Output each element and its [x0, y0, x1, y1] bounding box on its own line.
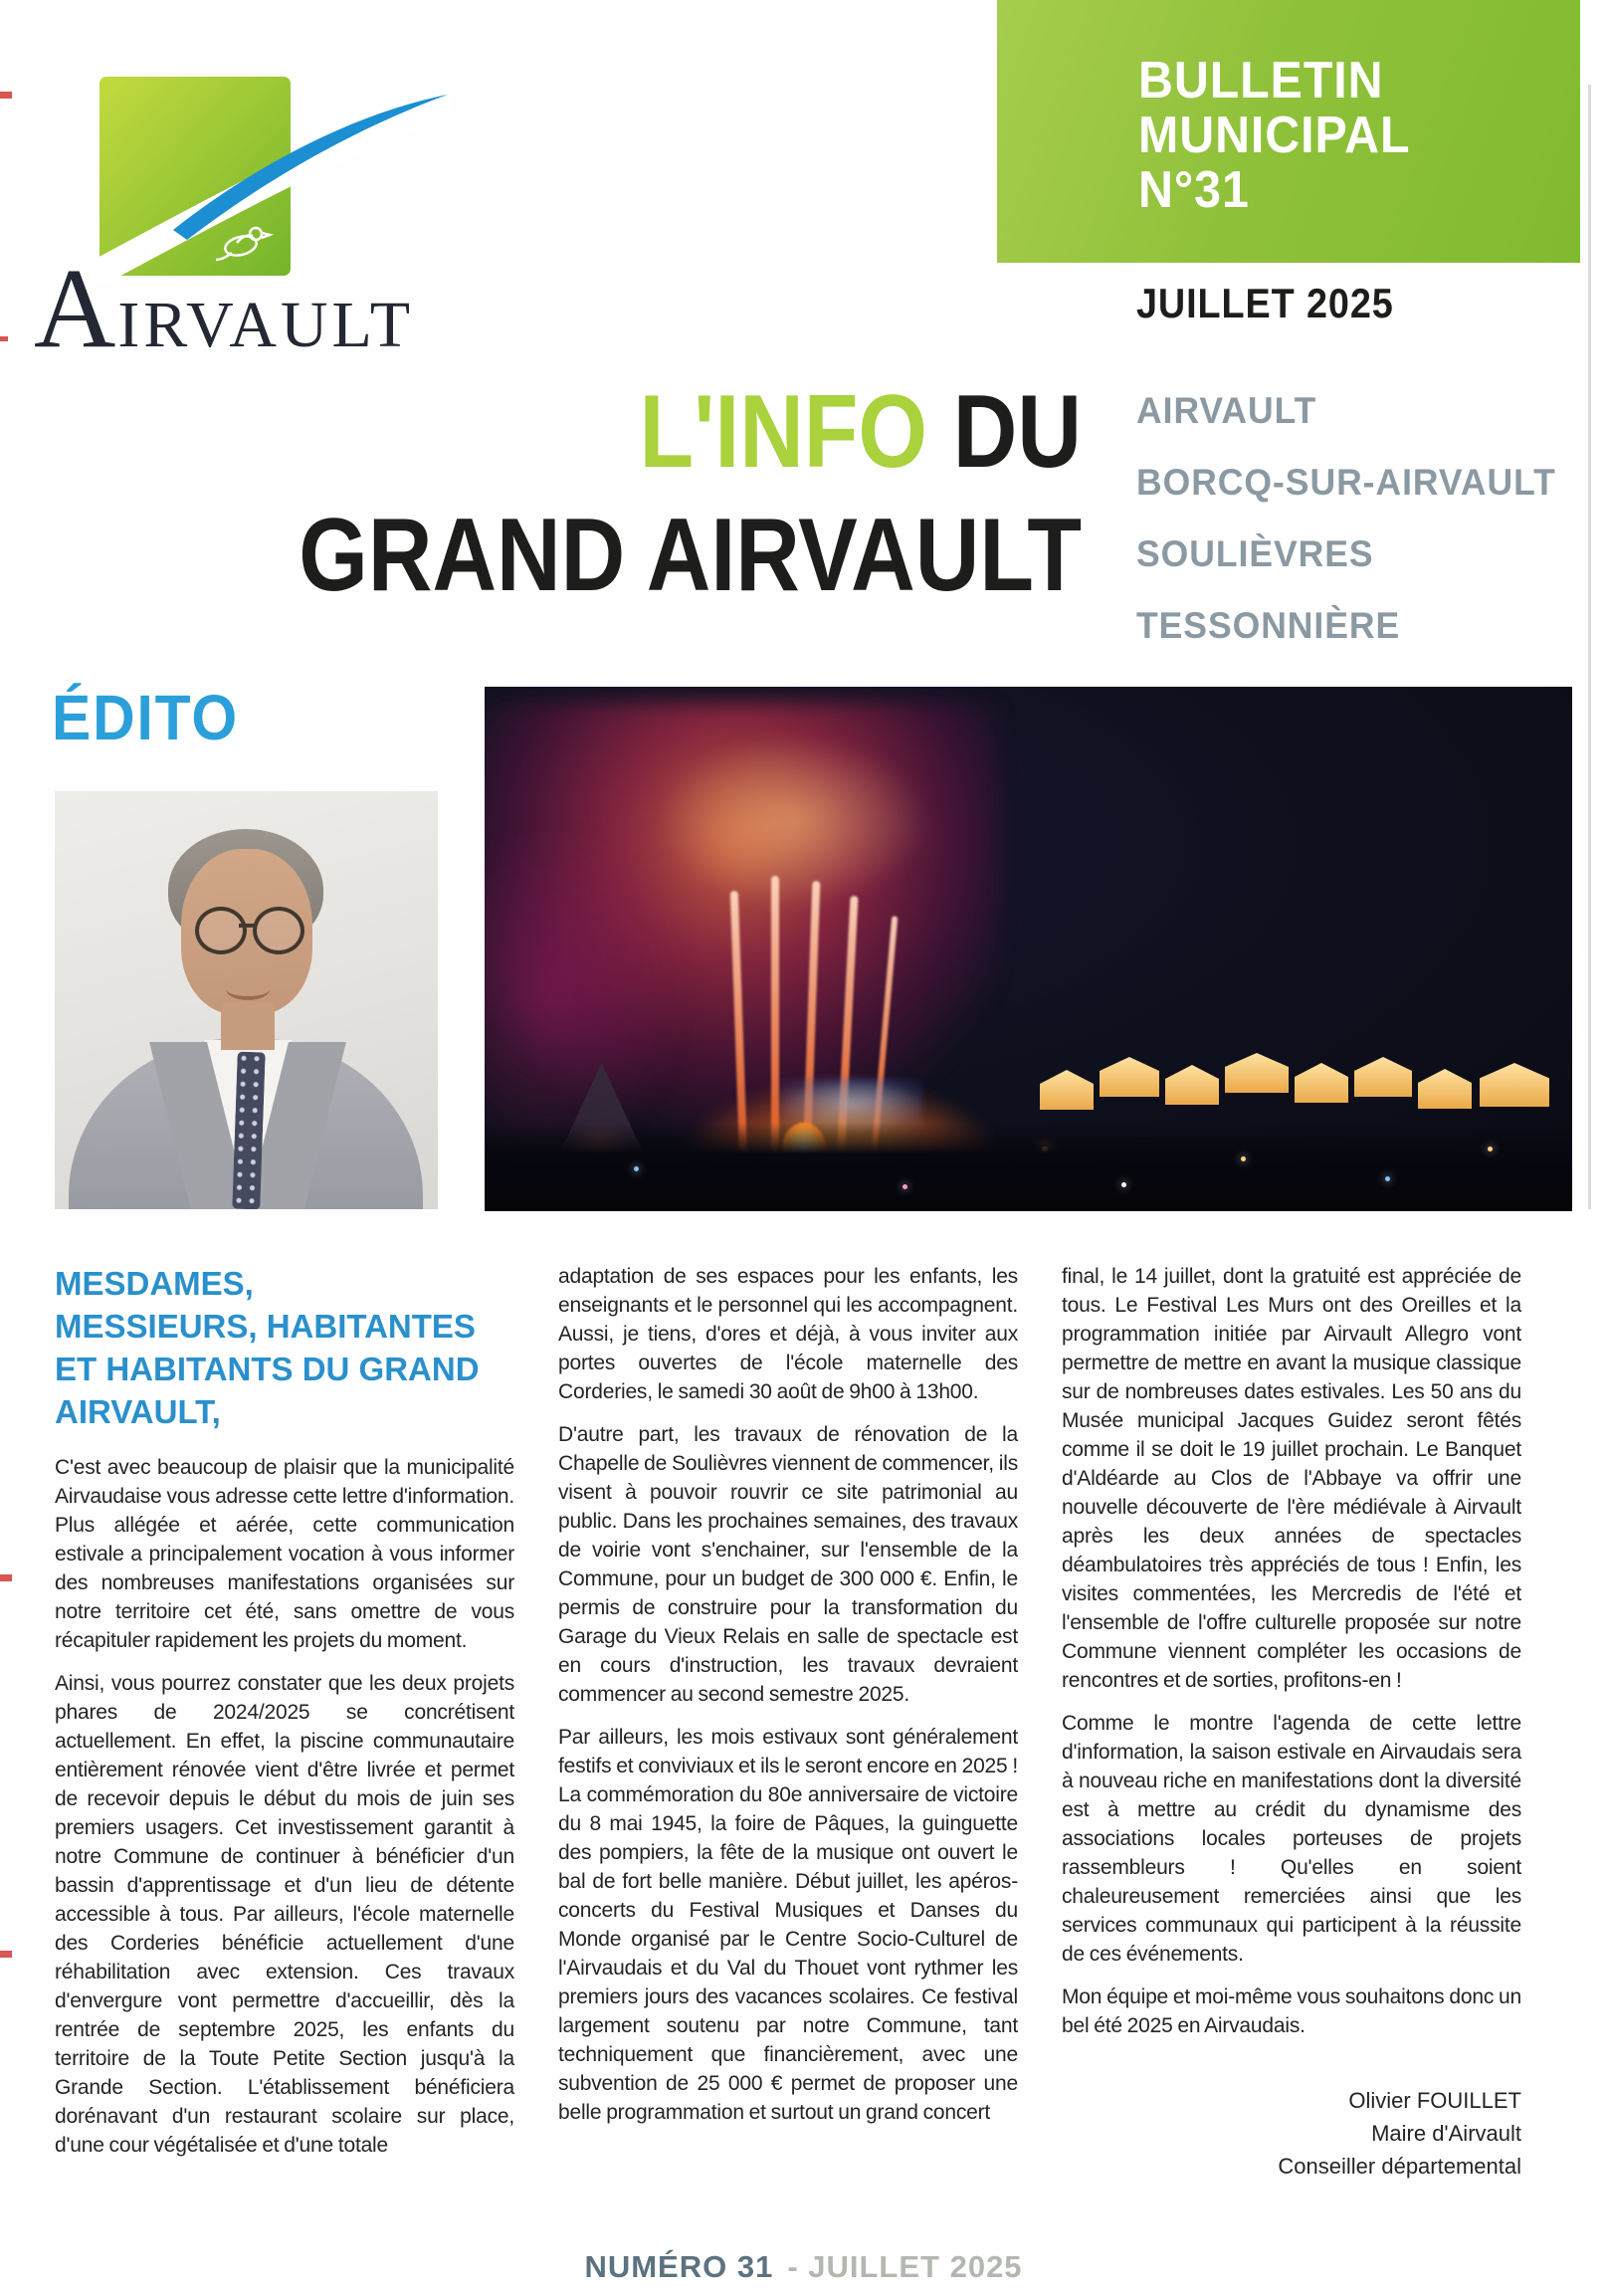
mayor-portrait-photo — [55, 791, 438, 1209]
scan-artifact — [0, 92, 12, 99]
glasses-icon — [195, 907, 247, 954]
market-tent — [1100, 1057, 1159, 1097]
bulletin-box-line: N°31 — [1138, 161, 1250, 219]
paragraph: final, le 14 juillet, dont la gratuité est appréciée de tous. Le Festival Les Murs ont des Oreilles et la programmation initiée par Airvault Allegro vont permettre de mettre en avant la musique classique sur de nombreuses dates estivales. Les 50 ans du Musée municipal Jacques Guidez seront fêtés comme il se doit le 19 juillet prochain. Le Banquet d'Aldéarde au Clos de l'Abbaye va offrir une nouvelle découverte de l'ère médiévale à Airvault après les deux années de spectacles déambulatoires très appréciés de tous ! Enfin, les visites commentées, les Mercredis de l'été et l'ensemble de l'offre culturelle proposée sur notre Commune viennent compléter les occasions de rencontres et de sorties, profitons-en ! — [1062, 1265, 1521, 1692]
phone-light — [1121, 1182, 1126, 1187]
title-part-du: DU — [952, 374, 1082, 490]
scan-artifact — [1588, 85, 1591, 1209]
section-title-edito: ÉDITO — [52, 682, 240, 753]
edito-body — [55, 1262, 1522, 2183]
signature-name: Olivier FOUILLET — [1348, 2088, 1521, 2113]
salutation-heading — [55, 1262, 514, 1433]
crowd-silhouette — [485, 1123, 1572, 1211]
scan-artifact — [0, 1574, 12, 1581]
market-tent — [1418, 1069, 1472, 1109]
phone-light — [1488, 1147, 1493, 1151]
bulletin-box-line: MUNICIPAL — [1138, 106, 1411, 164]
paragraph: Par ailleurs, les mois estivaux sont généralement festifs et conviviaux et ils le seront encore en 2025 ! La commémoration du 80e anniversaire de victoire du 8 mai 1945, la foire de Pâques, la guinguette des pompiers, la fête de la musique ont ouvert le bal de fort belle manière. Début juillet, les apéros-concerts du Festival Musiques et Danses du Monde organisé par le Centre Socio-Culturel de l'Airvaudais et du Val du Thouet vont rythmer les premiers jours des vacances scolaires. Ce festival largement soutenu par notre Commune, tant techniquement que financièrement, avec une subvention de 25 000 € permet de proposer une belle programmation et surtout un grand concert — [558, 1726, 1018, 2124]
market-tent — [1480, 1063, 1549, 1107]
newsletter-title — [114, 370, 1082, 617]
paragraph: Comme le montre l'agenda de cette lettre d'information, la saison estivale en Airvaudais sera à nouveau riche en manifestations dont la diversité est à mettre au crédit du dynamisme des associations locales porteuses de projets rassembleurs ! Qu'elles en soient chaleureusement remerciées ainsi que les services communaux qui participent à la réussite de ces événements. — [1062, 1712, 1521, 1966]
salutation-line: MESSIEURS, HABITANTES — [55, 1308, 476, 1345]
logo-wordmark: AIRVAULT — [34, 245, 415, 371]
scan-artifact — [0, 1951, 12, 1958]
salutation-line: MESDAMES, — [55, 1265, 254, 1302]
footer-date: - JUILLET 2025 — [787, 2249, 1023, 2284]
signature-title: Maire d'Airvault — [1371, 2121, 1521, 2146]
paragraph: Ainsi, vous pourrez constater que les deux projets phares de 2024/2025 se concrétisent actuellement. En effet, la piscine communautaire entièrement rénovée vient d'être livrée et permet de recevoir depuis le début du mois de juin ses premiers usagers. Cet investissement garantit à notre Commune de continuer à bénéficier d'un bassin d'apprentissage et d'un lieu de détente accessible à tous. Par ailleurs, l'école maternelle des Corderies bénéficie actuellement d'une réhabilitation avec extension. Ces travaux d'envergure vont permettre d'accueillir, dès la rentrée de septembre 2025, les enfants du territoire de la Toute Petite Section jusqu'à la Grande Section. L'établissement bénéficiera dorénavant d'un restaurant scolaire sur place, d'une cour végétalisée et d'une totale — [55, 1672, 514, 2157]
issue-date: JUILLET 2025 — [1136, 280, 1394, 326]
title-part-grand-airvault: GRAND AIRVAULT — [299, 498, 1082, 613]
phone-light — [1241, 1156, 1246, 1161]
commune-item: AIRVAULT — [1136, 390, 1317, 431]
column-3 — [1062, 1262, 1521, 2183]
glasses-bridge — [239, 924, 255, 928]
paragraph: Mon équipe et moi-même vous souhaitons donc un bel été 2025 en Airvaudais. — [1062, 1985, 1521, 2037]
market-tent — [1165, 1065, 1219, 1105]
salutation-line: AIRVAULT, — [55, 1393, 221, 1430]
title-line-2 — [250, 494, 1082, 617]
commune-item: TESSONNIÈRE — [1136, 605, 1401, 646]
column-2 — [558, 1262, 1018, 2183]
title-part-green: L'INFO — [639, 374, 928, 490]
scan-artifact — [0, 336, 8, 341]
glasses-icon — [253, 907, 304, 954]
signature-block — [1062, 2084, 1521, 2183]
paragraph: C'est avec beaucoup de plaisir que la municipalité Airvaudaise vous adresse cette lettre d'information. Plus allégée et aérée, cette communication estivale a principalement vocation à vous informer des nombreuses manifestations organisées sur notre territoire cet été, sans omettre de vous récapituler rapidement les projets du moment. — [55, 1456, 514, 1652]
market-tent — [1040, 1070, 1094, 1110]
column-1 — [55, 1262, 514, 2183]
bulletin-box-line: BULLETIN — [1138, 52, 1384, 109]
market-tent — [1295, 1063, 1348, 1103]
phone-light — [1385, 1176, 1390, 1181]
portrait-neck — [221, 1002, 275, 1050]
portrait-tie — [232, 1052, 265, 1209]
footer-issue-number: NUMÉRO 31 — [584, 2249, 774, 2284]
market-tent — [1354, 1057, 1412, 1097]
market-tent — [1225, 1053, 1289, 1093]
salutation-line: ET HABITANTS DU GRAND — [55, 1351, 480, 1387]
paragraph: adaptation de ses espaces pour les enfants, les enseignants et le personnel qui les accompagnent. Aussi, je tiens, d'ores et déjà, à vous inviter aux portes ouvertes de l'école maternelle des Corderies, le samedi 30 août de 9h00 à 13h00. — [558, 1265, 1018, 1403]
signature-title: Conseiller départemental — [1278, 2154, 1521, 2179]
communes-list — [1136, 388, 1573, 675]
phone-light — [634, 1166, 639, 1171]
commune-item: SOULIÈVRES — [1136, 533, 1374, 574]
lit-tree-top — [659, 736, 927, 906]
phone-light — [903, 1184, 907, 1189]
title-line-1 — [250, 370, 1082, 494]
commune-item: BORCQ-SUR-AIRVAULT — [1136, 462, 1556, 503]
page-footer — [0, 2249, 1607, 2285]
bulletin-number-box — [997, 0, 1580, 263]
portrait-smile — [226, 978, 270, 1000]
paragraph: D'autre part, les travaux de rénovation de la Chapelle de Soulièvres viennent de commencer, ils visent à pouvoir rouvrir ce site patrimonial au public. Dans les prochaines semaines, des travaux de voirie vont s'enchainer, sur l'ensemble de la Commune, pour un budget de 300 000 €. Enfin, le permis de construire pour la transformation du Garage du Vieux Relais en salle de spectacle est en cours d'instruction, les travaux devraient commencer au second semestre 2025. — [558, 1423, 1018, 1706]
festival-night-photo — [485, 687, 1572, 1211]
